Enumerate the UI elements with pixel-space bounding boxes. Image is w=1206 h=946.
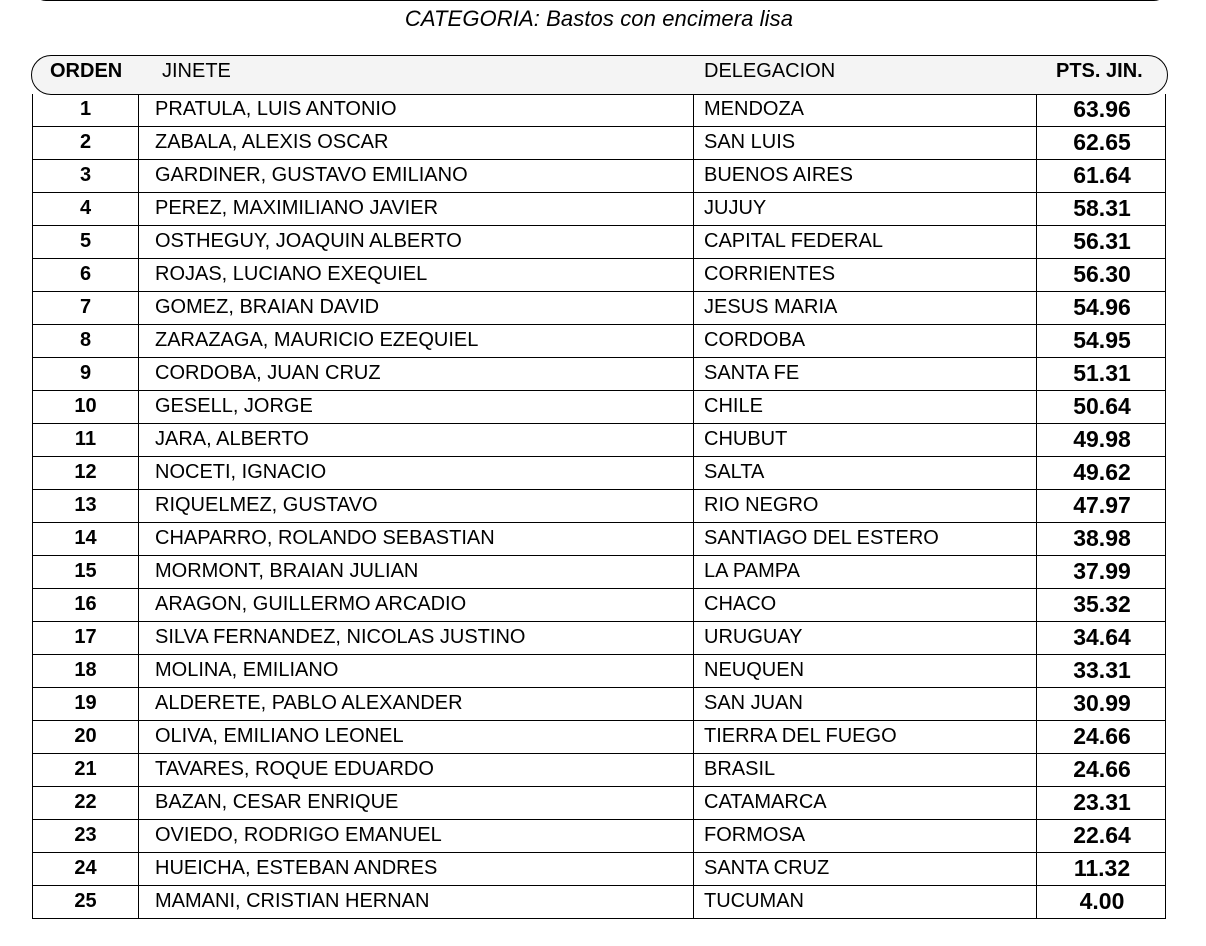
cell-orden: 3 <box>32 160 138 192</box>
table-row <box>32 787 1166 820</box>
cell-jinete: BAZAN, CESAR ENRIQUE <box>138 787 693 819</box>
cell-orden: 5 <box>32 226 138 258</box>
cell-delegacion: CORRIENTES <box>693 259 1036 291</box>
table-row <box>32 622 1166 655</box>
cell-jinete: CHAPARRO, ROLANDO SEBASTIAN <box>138 523 693 555</box>
table-row <box>32 325 1166 358</box>
cell-pts: 51.31 <box>1036 358 1166 390</box>
cell-delegacion: BRASIL <box>693 754 1036 786</box>
table-row <box>32 589 1166 622</box>
cell-pts: 22.64 <box>1036 820 1166 852</box>
table-row <box>32 556 1166 589</box>
cell-delegacion: CHUBUT <box>693 424 1036 456</box>
cell-jinete: JARA, ALBERTO <box>138 424 693 456</box>
header-pts-jinete: PTS. JIN. <box>1056 60 1143 82</box>
table-row <box>32 127 1166 160</box>
cell-orden: 10 <box>32 391 138 423</box>
cell-delegacion: CAPITAL FEDERAL <box>693 226 1036 258</box>
cell-pts: 56.31 <box>1036 226 1166 258</box>
table-row <box>32 94 1166 127</box>
cell-orden: 24 <box>32 853 138 885</box>
cell-pts: 49.98 <box>1036 424 1166 456</box>
cell-delegacion: BUENOS AIRES <box>693 160 1036 192</box>
cell-orden: 4 <box>32 193 138 225</box>
cell-delegacion: CHACO <box>693 589 1036 621</box>
cell-jinete: GESELL, JORGE <box>138 391 693 423</box>
table-row <box>32 688 1166 721</box>
cell-pts: 35.32 <box>1036 589 1166 621</box>
cell-delegacion: TIERRA DEL FUEGO <box>693 721 1036 753</box>
cell-jinete: OSTHEGUY, JOAQUIN ALBERTO <box>138 226 693 258</box>
table-row <box>32 160 1166 193</box>
cell-delegacion: SANTA CRUZ <box>693 853 1036 885</box>
cell-delegacion: CHILE <box>693 391 1036 423</box>
cell-orden: 2 <box>32 127 138 159</box>
cell-delegacion: SANTIAGO DEL ESTERO <box>693 523 1036 555</box>
header-orden: ORDEN <box>50 60 123 82</box>
cell-pts: 61.64 <box>1036 160 1166 192</box>
cell-delegacion: SAN JUAN <box>693 688 1036 720</box>
cell-jinete: RIQUELMEZ, GUSTAVO <box>138 490 693 522</box>
cell-pts: 30.99 <box>1036 688 1166 720</box>
cell-pts: 24.66 <box>1036 721 1166 753</box>
results-table <box>32 94 1166 919</box>
cell-jinete: CORDOBA, JUAN CRUZ <box>138 358 693 390</box>
cell-jinete: GARDINER, GUSTAVO EMILIANO <box>138 160 693 192</box>
cell-pts: 47.97 <box>1036 490 1166 522</box>
cell-delegacion: SAN LUIS <box>693 127 1036 159</box>
cell-orden: 6 <box>32 259 138 291</box>
cell-delegacion: CATAMARCA <box>693 787 1036 819</box>
cell-orden: 18 <box>32 655 138 687</box>
cell-pts: 37.99 <box>1036 556 1166 588</box>
table-row <box>32 754 1166 787</box>
cell-jinete: ZARAZAGA, MAURICIO EZEQUIEL <box>138 325 693 357</box>
cell-jinete: ARAGON, GUILLERMO ARCADIO <box>138 589 693 621</box>
table-row <box>32 523 1166 556</box>
top-frame-edge <box>32 0 1168 1</box>
cell-jinete: OVIEDO, RODRIGO EMANUEL <box>138 820 693 852</box>
cell-jinete: TAVARES, ROQUE EDUARDO <box>138 754 693 786</box>
table-row <box>32 391 1166 424</box>
cell-delegacion: TUCUMAN <box>693 886 1036 918</box>
cell-delegacion: SALTA <box>693 457 1036 489</box>
cell-jinete: MAMANI, CRISTIAN HERNAN <box>138 886 693 918</box>
cell-pts: 58.31 <box>1036 193 1166 225</box>
cell-delegacion: SANTA FE <box>693 358 1036 390</box>
cell-orden: 9 <box>32 358 138 390</box>
cell-orden: 7 <box>32 292 138 324</box>
cell-delegacion: FORMOSA <box>693 820 1036 852</box>
cell-pts: 23.31 <box>1036 787 1166 819</box>
cell-pts: 49.62 <box>1036 457 1166 489</box>
cell-orden: 19 <box>32 688 138 720</box>
cell-jinete: OLIVA, EMILIANO LEONEL <box>138 721 693 753</box>
header-delegacion: DELEGACION <box>704 60 836 82</box>
cell-pts: 54.95 <box>1036 325 1166 357</box>
cell-orden: 15 <box>32 556 138 588</box>
cell-pts: 50.64 <box>1036 391 1166 423</box>
cell-jinete: HUEICHA, ESTEBAN ANDRES <box>138 853 693 885</box>
cell-pts: 38.98 <box>1036 523 1166 555</box>
cell-jinete: NOCETI, IGNACIO <box>138 457 693 489</box>
cell-jinete: ROJAS, LUCIANO EXEQUIEL <box>138 259 693 291</box>
table-row <box>32 358 1166 391</box>
cell-jinete: SILVA FERNANDEZ, NICOLAS JUSTINO <box>138 622 693 654</box>
table-row <box>32 226 1166 259</box>
cell-pts: 62.65 <box>1036 127 1166 159</box>
cell-pts: 63.96 <box>1036 94 1166 126</box>
cell-jinete: ALDERETE, PABLO ALEXANDER <box>138 688 693 720</box>
cell-orden: 1 <box>32 94 138 126</box>
cell-jinete: PRATULA, LUIS ANTONIO <box>138 94 693 126</box>
cell-pts: 54.96 <box>1036 292 1166 324</box>
table-row <box>32 292 1166 325</box>
cell-jinete: MORMONT, BRAIAN JULIAN <box>138 556 693 588</box>
table-row <box>32 655 1166 688</box>
table-row <box>32 886 1166 919</box>
cell-orden: 20 <box>32 721 138 753</box>
cell-delegacion: JUJUY <box>693 193 1036 225</box>
table-row <box>32 490 1166 523</box>
cell-delegacion: CORDOBA <box>693 325 1036 357</box>
cell-orden: 11 <box>32 424 138 456</box>
cell-jinete: ZABALA, ALEXIS OSCAR <box>138 127 693 159</box>
table-row <box>32 721 1166 754</box>
cell-orden: 12 <box>32 457 138 489</box>
cell-orden: 8 <box>32 325 138 357</box>
table-row <box>32 259 1166 292</box>
cell-delegacion: JESUS MARIA <box>693 292 1036 324</box>
cell-delegacion: MENDOZA <box>693 94 1036 126</box>
header-jinete: JINETE <box>162 60 231 82</box>
category-title: CATEGORIA: Bastos con encimera lisa <box>404 6 794 31</box>
table-header <box>31 55 1168 95</box>
cell-pts: 34.64 <box>1036 622 1166 654</box>
cell-orden: 25 <box>32 886 138 918</box>
cell-pts: 11.32 <box>1036 853 1166 885</box>
cell-pts: 33.31 <box>1036 655 1166 687</box>
cell-pts: 56.30 <box>1036 259 1166 291</box>
cell-delegacion: URUGUAY <box>693 622 1036 654</box>
cell-orden: 16 <box>32 589 138 621</box>
cell-orden: 22 <box>32 787 138 819</box>
table-row <box>32 820 1166 853</box>
cell-pts: 4.00 <box>1036 886 1166 918</box>
table-row <box>32 424 1166 457</box>
table-row <box>32 853 1166 886</box>
cell-delegacion: LA PAMPA <box>693 556 1036 588</box>
cell-delegacion: NEUQUEN <box>693 655 1036 687</box>
cell-orden: 23 <box>32 820 138 852</box>
table-row <box>32 193 1166 226</box>
cell-orden: 21 <box>32 754 138 786</box>
table-row <box>32 457 1166 490</box>
cell-jinete: GOMEZ, BRAIAN DAVID <box>138 292 693 324</box>
cell-orden: 17 <box>32 622 138 654</box>
cell-jinete: MOLINA, EMILIANO <box>138 655 693 687</box>
cell-orden: 14 <box>32 523 138 555</box>
cell-jinete: PEREZ, MAXIMILIANO JAVIER <box>138 193 693 225</box>
cell-delegacion: RIO NEGRO <box>693 490 1036 522</box>
cell-orden: 13 <box>32 490 138 522</box>
cell-pts: 24.66 <box>1036 754 1166 786</box>
